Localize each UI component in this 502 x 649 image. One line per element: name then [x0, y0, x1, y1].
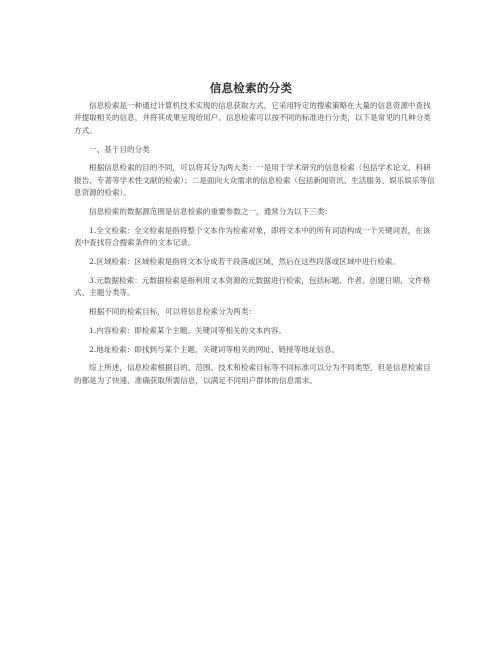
list-item-address: 2.地址检索：即找到与某个主题、关键词等相关的网址、链接等地址信息。	[89, 344, 340, 354]
document-body	[74, 100, 436, 394]
purpose-paragraph: 根据信息检索的目的不同，可以将其分为两大类：一是用于学术研究的信息检索（包括学术论文、科研报告、专著等学术性文献的检索）；二是面向大众需求的信息检索（包括新闻资讯、生活服务、娱乐娱乐等信息资源的检索）。	[74, 163, 435, 198]
conclusion-paragraph: 综上所述，信息检索根据目的、范围、技术和检索目标等不同标准可以分为不同类型，但是信息检索目的都是为了快速、准确获取所需信息，以满足不同用户群体的信息需求。	[74, 363, 431, 385]
list-item-fulltext: 1.全文检索：全文检索是指将整个文本作为检索对象，即将文本中的所有词语构成一个关键词表，在该表中查找符合搜索条件的文本记录。	[74, 225, 431, 248]
list-item-metadata: 3.元数据检索：元数据检索是指利用文本资源的元数据进行检索，包括标题、作者、创建日期、文件格式、主题分类等。	[74, 275, 431, 298]
page-title: 信息检索的分类	[209, 81, 293, 95]
list-item-region: 2.区域检索：区域检索是指将文本分成若干段落或区域，然后在这些段落或区域中进行检索。	[89, 257, 400, 267]
target-paragraph: 根据不同的检索目标，可以将信息检索分为两类：	[89, 307, 257, 317]
list-item-content: 1.内容检索：即检索某个主题、关键词等相关的文本内容。	[89, 325, 287, 335]
data-source-paragraph: 信息检索的数据源范围是信息检索的重要参数之一，通常分为以下三类：	[89, 207, 332, 217]
intro-paragraph: 信息检索是一种通过计算机技术实现的信息获取方式，它采用特定的搜索策略在大量的信息资源中查找并提取相关的信息，并将其成果呈现给用户。信息检索可以按不同的标准进行分类，以下是常见的几种分类方式。	[74, 101, 431, 135]
section-heading-purpose: 一、基于目的分类	[89, 144, 150, 154]
